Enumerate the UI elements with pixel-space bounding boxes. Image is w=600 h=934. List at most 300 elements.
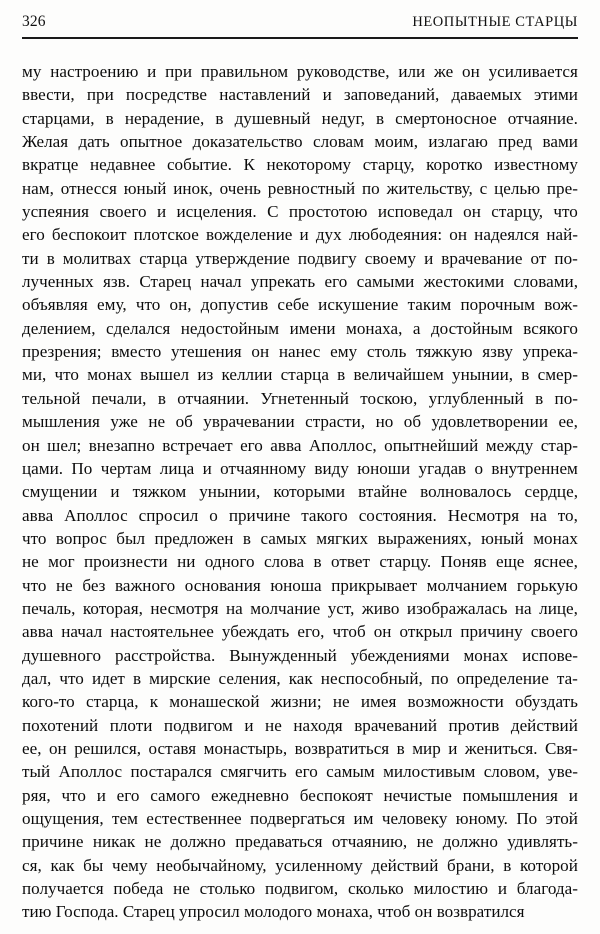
text-word: смягчить (220, 762, 287, 782)
text-word: утешения (171, 342, 242, 362)
text-word: внутреннем (491, 458, 578, 478)
text-word: му (22, 62, 42, 81)
text-word: молчание (250, 598, 321, 618)
text-word: молитвах (62, 248, 132, 268)
text-word: мир (412, 738, 441, 758)
text-word: и (424, 248, 434, 268)
text-word: сердце, (524, 482, 578, 502)
text-word: вож- (544, 295, 578, 315)
text-word: простотою (288, 202, 368, 222)
text-word: должно (170, 832, 226, 852)
text-word: своего (99, 202, 147, 222)
text-word: был (116, 528, 146, 548)
text-word: неспособный, (320, 668, 423, 688)
text-word: и (156, 202, 167, 222)
text-word: ему, (97, 295, 127, 315)
text-word: что (59, 668, 84, 688)
text-word: успеяния (22, 202, 90, 222)
text-word: По (71, 458, 93, 478)
text-word: плотское (133, 225, 199, 245)
text-word: объявляя (22, 295, 88, 315)
text-line (22, 480, 578, 503)
text-word: излагаю (428, 132, 488, 152)
text-word: опытное (120, 132, 183, 152)
text-word: старцу, (362, 155, 415, 175)
text-word: доказательство (192, 132, 303, 152)
text-line (22, 200, 578, 223)
text-word: монах (533, 528, 578, 548)
text-word: подвергаться (250, 809, 346, 828)
text-word: душевного (22, 645, 102, 665)
text-word: без (82, 575, 106, 595)
text-word: моим, (374, 132, 419, 152)
text-word: находя (293, 715, 343, 735)
text-word: этими (533, 85, 578, 105)
text-word: причине (22, 832, 84, 852)
text-word: Несмотря (447, 505, 520, 525)
text-word: волновалось (420, 482, 512, 502)
text-line (22, 714, 578, 737)
text-word: кого-то (22, 692, 75, 712)
text-word: его, (297, 622, 325, 642)
text-word: презрения; (22, 342, 102, 362)
text-word: чтоб (332, 622, 366, 642)
text-word: никак (92, 832, 136, 852)
text-word: жизни; (270, 692, 322, 712)
text-word: юный (123, 178, 167, 198)
text-word: им (353, 809, 374, 828)
text-word: расстройства. (115, 645, 216, 665)
text-word: монах (87, 365, 132, 385)
text-word: его (295, 762, 318, 782)
text-word: и (244, 715, 254, 735)
text-word: по (362, 178, 380, 198)
text-word: К (243, 155, 255, 175)
text-word: на (530, 505, 547, 525)
text-word: усиливается (488, 62, 578, 81)
text-word: посредстве (125, 85, 208, 105)
text-word: сколько (347, 879, 404, 899)
text-word: очень (219, 178, 261, 198)
text-word: самым (326, 762, 375, 782)
text-line (22, 644, 578, 667)
text-line (22, 807, 578, 830)
text-word: яснее, (533, 552, 578, 572)
text-word: в (375, 108, 385, 128)
text-word: шел; (47, 435, 82, 455)
text-word: ввести, (22, 85, 75, 105)
text-word: столь (366, 342, 407, 362)
text-word: решился, (74, 738, 142, 758)
text-word: оставя (148, 738, 197, 758)
text-word: най- (546, 225, 578, 245)
text-word: произнести (84, 552, 168, 572)
text-word: внезапно (88, 435, 155, 455)
text-word: в (396, 738, 405, 758)
text-word: монах (463, 645, 509, 665)
text-word: самых (260, 528, 307, 548)
text-line (22, 340, 578, 363)
text-word: не (22, 552, 39, 572)
text-line (22, 760, 578, 783)
text-word: врачевание (441, 248, 523, 268)
text-word: при (86, 85, 114, 105)
text-word: монашеской (169, 692, 260, 712)
text-word: нечистые (383, 785, 452, 805)
text-word: победа (113, 879, 164, 899)
text-word: возможности (407, 692, 504, 712)
text-word: такого (301, 505, 348, 525)
text-word: Желая (22, 132, 69, 152)
text-word: о (474, 458, 484, 478)
text-word: брани, (447, 855, 495, 875)
text-word: уст, (327, 598, 355, 618)
text-word: С (267, 202, 279, 222)
text-word: коротко (426, 155, 483, 175)
text-word: мышления (22, 412, 100, 432)
text-word: он (373, 622, 392, 642)
text-word: горькую (516, 575, 578, 595)
text-word: против (448, 715, 500, 735)
text-word: монастырь, (203, 738, 288, 758)
text-word: о (209, 505, 218, 525)
text-word: самыми (356, 272, 415, 292)
text-word: выражениях, (377, 528, 472, 548)
text-line (22, 434, 578, 457)
text-word: страсти, (305, 412, 366, 432)
text-word: в (46, 248, 55, 268)
text-word: Аполлос (58, 762, 123, 782)
text-word: причину (460, 622, 523, 642)
text-word: не (148, 412, 166, 432)
text-word: вкратце (22, 155, 79, 175)
text-word: спросил (138, 505, 199, 525)
text-word: тоскою, (360, 388, 418, 408)
text-word: начал (200, 272, 242, 292)
text-word: молчанием (426, 575, 508, 595)
text-word: настроению (50, 62, 139, 81)
text-line (22, 317, 578, 340)
text-word: юному. (455, 809, 508, 828)
text-word: самого (150, 785, 201, 805)
text-word: вожделение (205, 225, 293, 245)
text-word: уврачевании (203, 412, 295, 432)
text-word: между (485, 435, 534, 455)
text-line (22, 153, 578, 176)
text-word: убеждать (221, 622, 290, 642)
text-line (22, 130, 578, 153)
text-word: ни (177, 552, 196, 572)
header-divider-rule (22, 37, 578, 39)
text-line (22, 620, 578, 643)
text-word: отчаянному (220, 458, 307, 478)
text-word: пре- (546, 178, 578, 198)
text-word: имени (289, 318, 336, 338)
text-word: слова (263, 552, 305, 572)
text-word: или (398, 62, 426, 81)
text-word: а (412, 318, 421, 338)
text-word: предаваться (235, 832, 323, 852)
text-word: как (50, 855, 75, 875)
text-word: по (430, 668, 449, 688)
text-line (22, 830, 578, 853)
text-word: открыл (399, 622, 453, 642)
text-word: По (516, 809, 538, 828)
text-line (22, 60, 578, 83)
text-line (22, 457, 578, 480)
text-word: в (157, 388, 166, 408)
text-word: ее, (22, 738, 42, 758)
text-word: дух (315, 225, 342, 245)
text-word: ему (330, 342, 358, 362)
text-word: искушение (318, 295, 399, 315)
text-word: по- (554, 388, 578, 408)
text-word: которой (519, 855, 578, 875)
text-word: к (149, 692, 159, 712)
text-word: предложен (154, 528, 234, 548)
text-word: еще (495, 552, 525, 572)
text-word: и (147, 62, 157, 81)
text-word: в (535, 388, 544, 408)
text-word: он, (169, 295, 192, 315)
text-word: чему (111, 855, 148, 875)
text-word: действий (510, 715, 578, 735)
text-word: пред (498, 132, 533, 152)
text-word: и (448, 738, 458, 758)
text-word: то, (557, 505, 578, 525)
text-word: и (322, 85, 332, 105)
text-line (22, 527, 578, 550)
text-word: та- (556, 668, 578, 688)
text-word: мирские (149, 668, 211, 688)
text-word: своему (364, 248, 417, 268)
text-word: старца (280, 365, 329, 385)
text-word: имея (360, 692, 397, 712)
text-word: с (479, 178, 488, 198)
text-word: авва (22, 622, 54, 642)
text-word: Старец (139, 272, 192, 292)
text-word: величайшем (353, 365, 444, 385)
text-word: прикрывает (331, 575, 418, 595)
text-line (22, 784, 578, 807)
text-line (22, 387, 578, 410)
text-word: нерадение, (124, 108, 205, 128)
text-word: не (144, 832, 162, 852)
text-word: должно (442, 832, 498, 852)
text-word: живо (361, 598, 400, 618)
text-word: Свя- (545, 738, 578, 758)
text-word: в (215, 108, 224, 128)
text-word: и (568, 785, 578, 805)
text-word: он (463, 202, 481, 222)
text-line (22, 83, 578, 106)
text-word: лученных (22, 272, 94, 292)
text-line (22, 293, 578, 316)
text-word: себе (277, 295, 309, 315)
text-word: цами. (22, 458, 64, 478)
text-word: недуг, (321, 108, 365, 128)
text-word: исповедал (377, 202, 453, 222)
text-word: возвратиться (294, 738, 390, 758)
text-word: вместо (111, 342, 162, 362)
text-word: делением, (22, 318, 96, 338)
text-word: уве- (548, 762, 578, 782)
text-word: всякого (523, 318, 578, 338)
text-word: же (434, 62, 454, 81)
text-word: он (22, 435, 40, 455)
page-number: 326 (22, 13, 46, 30)
text-word: Поняв (440, 552, 487, 572)
text-word: он (251, 342, 270, 362)
text-word: не (173, 879, 190, 899)
text-word: он (449, 225, 468, 245)
text-word: в (133, 668, 142, 688)
text-word: тяжкую (416, 342, 473, 362)
text-word: бы (83, 855, 104, 875)
text-word: допустив (200, 295, 269, 315)
text-line (22, 877, 578, 900)
text-word: он (48, 738, 67, 758)
text-word: старцу. (379, 552, 432, 572)
text-word: мог (48, 552, 75, 572)
text-word: словам (312, 132, 365, 152)
text-word: что (135, 295, 161, 315)
text-word: чертам (100, 458, 152, 478)
text-word: недавнее (90, 155, 156, 175)
text-word: что (22, 528, 47, 548)
text-word: наставлений (219, 85, 311, 105)
text-word: его (116, 785, 140, 805)
text-word: ряя, (22, 785, 51, 805)
text-word: настоятельнее (110, 622, 214, 642)
text-word: вышел (140, 365, 190, 385)
text-word: похотений (22, 715, 99, 735)
text-word: упрекать (250, 272, 316, 292)
text-word: ее, (558, 412, 578, 432)
text-word: нам, (22, 178, 54, 198)
text-word: упрека- (522, 342, 578, 362)
text-word: даваемых (451, 85, 522, 105)
text-word: но (375, 412, 394, 432)
text-word: отнесся (60, 178, 117, 198)
text-word: по- (554, 248, 578, 268)
text-word: надеялся (474, 225, 540, 245)
text-word: что (61, 785, 86, 805)
text-word: необычайному, (156, 855, 267, 875)
text-word: некоторому (266, 155, 352, 175)
text-line (22, 667, 578, 690)
text-word: ощущения, (22, 809, 104, 828)
text-word: лица (159, 458, 195, 478)
text-word: смущении (22, 482, 98, 502)
text-word: встречает (162, 435, 233, 455)
text-word: жениться. (464, 738, 538, 758)
text-word: вопрос (55, 528, 107, 548)
text-word: милостивым (383, 762, 476, 782)
text-word: при (165, 62, 193, 81)
text-word: из (197, 365, 214, 385)
text-word: действий (371, 855, 439, 875)
text-word: тяжком (132, 482, 187, 502)
text-word: помышления (462, 785, 558, 805)
text-word: которая, (82, 598, 143, 618)
text-word: благода- (516, 879, 578, 899)
text-word: отчаянию, (331, 832, 408, 852)
text-word: ми, (22, 365, 47, 385)
text-word: удивлять- (507, 832, 578, 852)
text-word: унынии, (452, 365, 514, 385)
text-word: ся, (22, 855, 42, 875)
text-word: подвигом, (264, 879, 339, 899)
text-word: тельной (22, 388, 81, 408)
text-word: событие. (166, 155, 232, 175)
text-line (22, 737, 578, 760)
text-word: удовлетворении (431, 412, 549, 432)
text-word: от (530, 248, 547, 268)
text-word: утверждение (195, 248, 290, 268)
text-word: его (22, 225, 45, 245)
text-line (22, 107, 578, 130)
text-word: стар- (540, 435, 578, 455)
text-word: в (503, 855, 512, 875)
text-word: тем (111, 809, 138, 828)
text-word: что (553, 202, 578, 222)
text-word: подвигу (297, 248, 357, 268)
text-word: и (96, 785, 106, 805)
text-word: причине (228, 505, 291, 525)
text-word: юный (481, 528, 524, 548)
text-word: дал, (22, 668, 52, 688)
text-word: и (299, 225, 309, 245)
text-word: состояния. (358, 505, 437, 525)
text-word: естественнее (146, 809, 242, 828)
text-word: как (288, 668, 313, 688)
text-word: порочным (460, 295, 536, 315)
text-line (22, 177, 578, 200)
text-word: авва (270, 435, 302, 455)
text-word: беспокоят (299, 785, 373, 805)
text-word: авва (22, 505, 54, 525)
text-word: смер- (537, 365, 578, 385)
text-word: не (56, 575, 73, 595)
text-word: сделался (106, 318, 171, 338)
text-word: ти (22, 248, 39, 268)
text-word: дать (78, 132, 110, 152)
text-word: на (226, 598, 243, 618)
text-word: мягких (316, 528, 369, 548)
text-word: обуздать (515, 692, 578, 712)
text-line: тию Господа. Старец упросил молодого монаха, чтоб он возвратился (22, 902, 525, 922)
text-word: на (514, 598, 532, 618)
text-word: что (54, 365, 79, 385)
text-word: об (175, 412, 193, 432)
text-word: беспокоит (51, 225, 127, 245)
text-word: недостойным (180, 318, 280, 338)
text-word: которыми (273, 482, 346, 502)
text-word: нанес (278, 342, 321, 362)
text-word: милостию (413, 879, 489, 899)
text-word: келлии (221, 365, 273, 385)
text-word: язву (482, 342, 513, 362)
text-word: отчаянии. (177, 388, 250, 408)
text-word: убеждениями (350, 645, 450, 665)
text-word: врачеваний (354, 715, 437, 735)
text-word: печаль, (22, 598, 76, 618)
text-line (22, 550, 578, 573)
text-word: монаха, (346, 318, 403, 338)
text-line (22, 247, 578, 270)
text-word: в (242, 528, 251, 548)
